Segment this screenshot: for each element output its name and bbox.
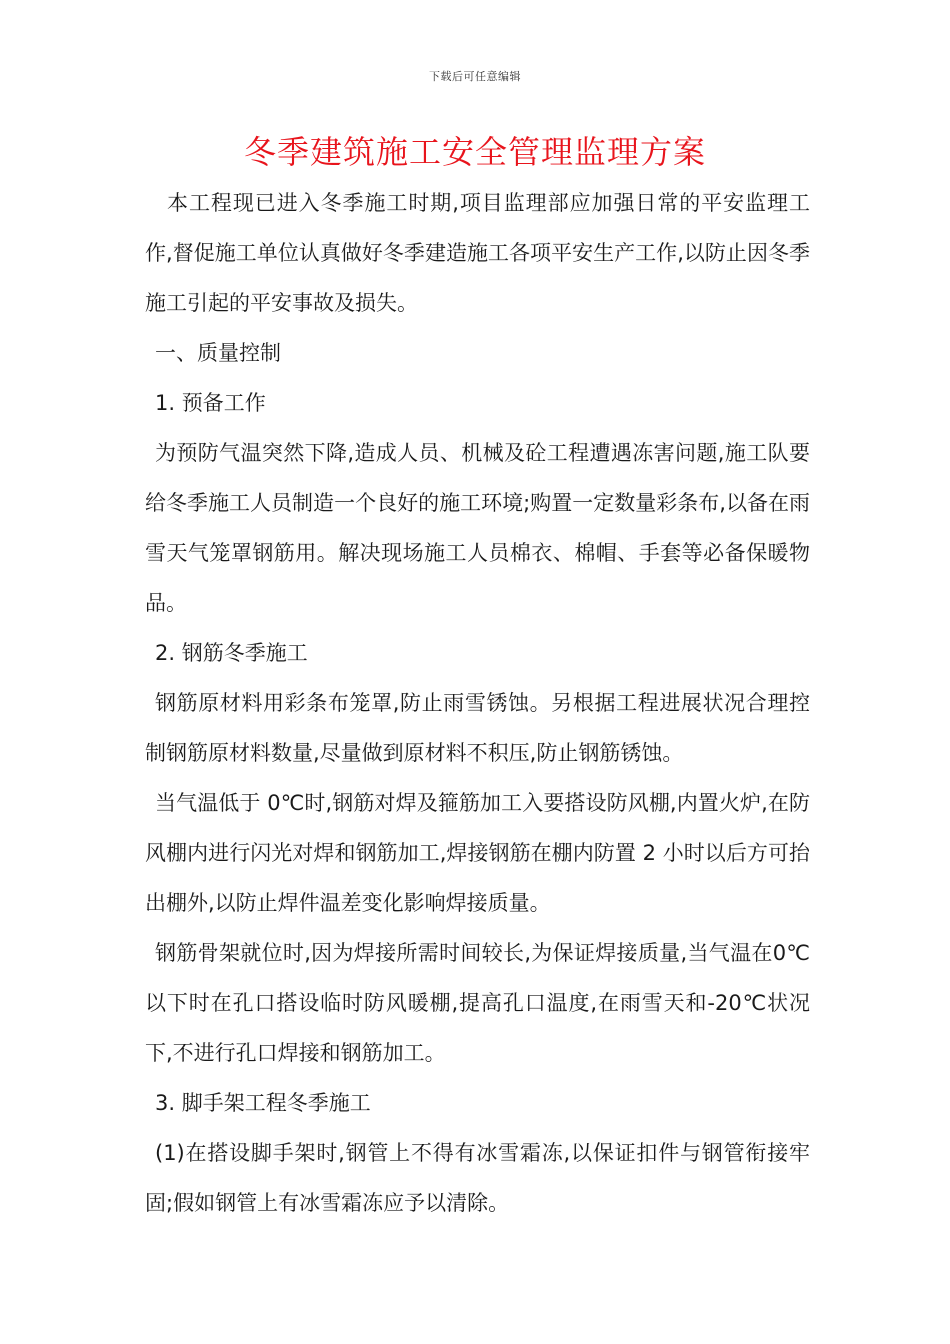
header-note: 下载后可任意编辑 — [429, 70, 521, 83]
paragraph-rebar-welding: 当气温低于 0℃时,钢筋对焊及箍筋加工入要搭设防风棚,内置火炉,在防风棚内进行闪光对焊和钢筋加工,焊接钢筋在棚内防置 2 小时以后方可抬出棚外,以防止焊件温差变化影响焊接质量。 — [145, 791, 810, 915]
intro-paragraph: 本工程现已进入冬季施工时期,项目监理部应加强日常的平安监理工作,督促施工单位认真做好冬季建造施工各项平安生产工作,以防止因冬季施工引起的平安事故及损失。 — [145, 191, 810, 315]
paragraph-rebar-cover: 钢筋原材料用彩条布笼罩,防止雨雪锈蚀。另根据工程进展状况合理控制钢筋原材料数量,尽量做到原材料不积压,防止钢筋锈蚀。 — [145, 691, 810, 765]
section-heading-quality-control: 一、质量控制 — [155, 341, 281, 365]
paragraph-scaffolding-1: (1)在搭设脚手架时,钢管上不得有冰雪霜冻,以保证扣件与钢管衔接牢固;假如钢管上有冰雪霜冻应予以清除。 — [145, 1141, 810, 1215]
subheading-scaffolding: 3. 脚手架工程冬季施工 — [155, 1091, 371, 1115]
document-title: 冬季建筑施工安全管理监理方案 — [243, 133, 706, 171]
document-body — [145, 178, 810, 1228]
subheading-rebar-winter: 2. 钢筋冬季施工 — [155, 641, 308, 665]
subheading-preparation: 1. 预备工作 — [155, 391, 266, 415]
paragraph-preparation: 为预防气温突然下降,造成人员、机械及砼工程遭遇冻害问题,施工队要给冬季施工人员制造一个良好的施工环境;购置一定数量彩条布,以备在雨雪天气笼罩钢筋用。解决现场施工人员棉衣、棉帽、手套等必备保暖物品。 — [145, 441, 810, 615]
paragraph-rebar-cage: 钢筋骨架就位时,因为焊接所需时间较长,为保证焊接质量,当气温在0℃以下时在孔口搭设临时防风暖棚,提高孔口温度,在雨雪天和-20℃状况下,不进行孔口焊接和钢筋加工。 — [145, 941, 810, 1065]
